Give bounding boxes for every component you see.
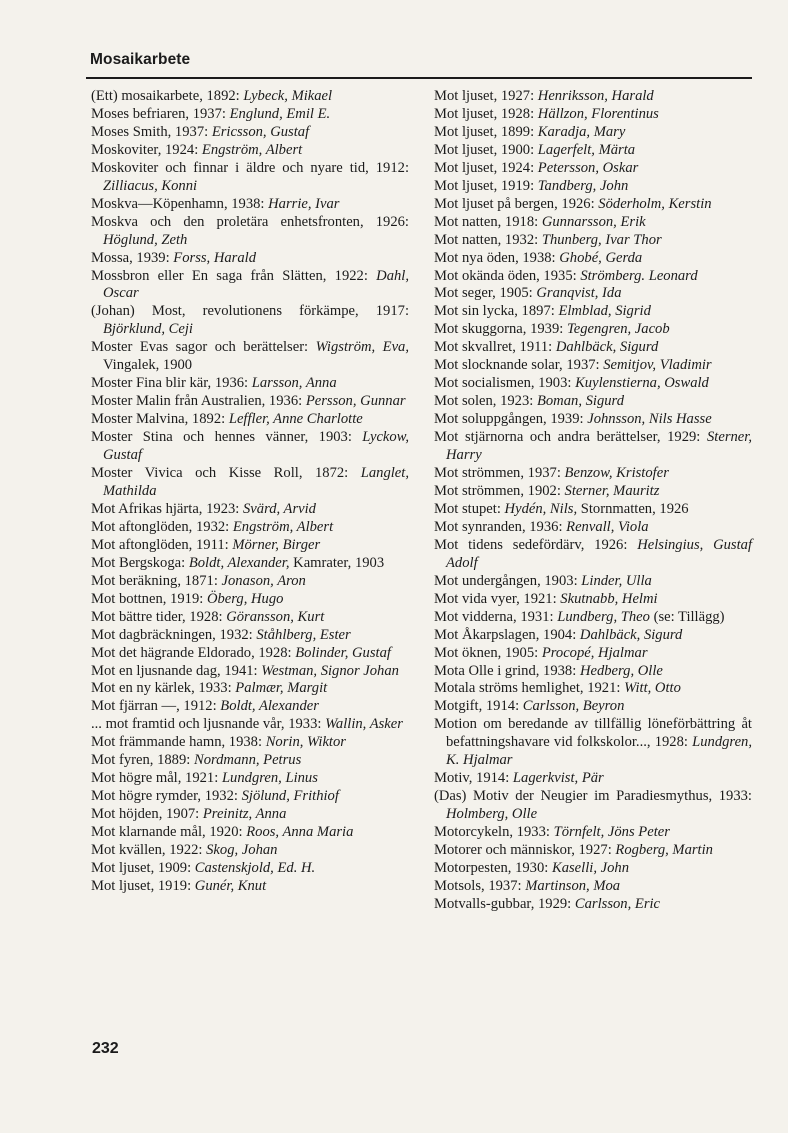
entry-author: Holmberg, Olle	[446, 806, 538, 823]
entry-title: Mot främmande hamn, 1938:	[91, 734, 266, 751]
entry-title: Mot synranden, 1936:	[434, 518, 567, 535]
entry-title: Moster Malin från Australien, 1936:	[91, 393, 306, 410]
entry-title: Mot ljuset, 1927:	[434, 88, 538, 104]
index-entry	[434, 285, 752, 303]
entry-title: Mot ljuset, 1928:	[434, 105, 538, 122]
entry-title: ... mot framtid och ljusnande vår, 1933:	[91, 716, 326, 733]
entry-author: Johnsson, Nils Hasse	[587, 411, 712, 428]
entry-title: Mot skvallret, 1911:	[434, 339, 556, 356]
entry-author: Tandberg, John	[537, 177, 629, 194]
index-entry	[434, 196, 752, 214]
entry-author: Roos, Anna Maria	[246, 824, 354, 841]
index-entry	[434, 645, 752, 663]
index-entry	[434, 357, 752, 375]
index-entry	[434, 429, 752, 465]
entry-author: Gunnarsson, Erik	[541, 213, 646, 230]
index-entry	[91, 214, 409, 250]
entry-title: Mot bättre tider, 1928:	[91, 608, 227, 625]
entry-author: Carlsson, Beyron	[522, 698, 625, 715]
index-entry	[434, 896, 752, 914]
index-entry	[91, 573, 409, 591]
entry-author: Lundberg, Theo	[557, 608, 650, 625]
index-entry	[91, 501, 409, 519]
entry-author: Skutnabb, Helmi	[560, 590, 658, 607]
entry-author: Englund, Emil E.	[229, 105, 331, 122]
entry-author: Sterner, Harry	[446, 429, 752, 464]
entry-title: Mot en ljusnande dag, 1941:	[91, 662, 262, 679]
entry-title: Mot slocknande solar, 1937:	[434, 357, 604, 374]
entry-author: Palmær, Margit	[235, 680, 328, 697]
index-entry	[434, 268, 752, 286]
entry-title: Mot aftonglöden, 1932:	[91, 518, 233, 535]
entry-author: Söderholm, Kerstin	[598, 195, 712, 212]
index-entry	[91, 250, 409, 268]
entry-author: Svärd, Arvid	[243, 500, 316, 517]
entry-extra: Vingalek, 1900	[103, 357, 193, 374]
entry-title: Motiv, 1914:	[434, 770, 513, 787]
index-entry	[434, 573, 752, 591]
index-entry	[91, 645, 409, 663]
index-entry	[91, 716, 409, 734]
index-entry	[434, 124, 752, 142]
entry-title: Motion om beredande av tillfällig löneförbättring åt befattningshavare vid folkskolor..., 1928:	[434, 716, 752, 751]
entry-title: Mot ljuset, 1899:	[434, 123, 538, 140]
entry-author: Leffler, Anne Charlotte	[228, 411, 363, 428]
entry-author: Ståhlberg, Ester	[256, 626, 351, 643]
entry-title: Mot skuggorna, 1939:	[434, 321, 567, 338]
entry-author: Martinson, Moa	[525, 877, 621, 894]
entry-author: Henriksson, Harald	[537, 88, 654, 104]
entry-author: Dahl, Oscar	[103, 267, 409, 302]
entry-author: Larsson, Anna	[251, 375, 337, 392]
index-entry	[91, 680, 409, 698]
index-entry	[91, 806, 409, 824]
entry-title: Motgift, 1914:	[434, 698, 523, 715]
index-entry	[434, 537, 752, 573]
entry-title: Mot natten, 1918:	[434, 213, 542, 230]
entry-title: Mot soluppgången, 1939:	[434, 411, 588, 428]
entry-title: Mot socialismen, 1903:	[434, 375, 576, 392]
entry-author: Semitjov, Vladimir	[603, 357, 712, 374]
entry-title: Motvalls-gubbar, 1929:	[434, 895, 575, 912]
entry-author: Kuylenstierna, Oswald	[575, 375, 709, 392]
index-entry	[91, 429, 409, 465]
entry-title: Mot fjärran —, 1912:	[91, 698, 221, 715]
entry-title: Mossbron eller En saga från Slätten, 1922:	[91, 267, 377, 284]
entry-title: Mot bottnen, 1919:	[91, 590, 207, 607]
index-entry	[434, 501, 752, 519]
index-entry	[91, 268, 409, 304]
entry-title: Mot ljuset, 1909:	[91, 859, 195, 876]
entry-author: Hedberg, Olle	[579, 662, 663, 679]
index-entry	[91, 842, 409, 860]
entry-author: Dahlbäck, Sigurd	[579, 626, 683, 643]
entry-title: Mot högre mål, 1921:	[91, 770, 222, 787]
entry-title: Motala ströms hemlighet, 1921:	[434, 680, 625, 697]
entry-author: Forss, Harald	[173, 249, 257, 266]
entry-author: Dahlbäck, Sigurd	[555, 339, 659, 356]
entry-title: Mot Åkarpslagen, 1904:	[434, 626, 580, 643]
entry-title: Mot undergången, 1903:	[434, 572, 582, 589]
entry-title: Moster Stina och hennes vänner, 1903:	[91, 429, 363, 446]
entry-author: Carlsson, Eric	[574, 895, 661, 912]
index-entry	[91, 878, 409, 896]
entry-author: Höglund, Zeth	[103, 231, 188, 248]
entry-title: Mot strömmen, 1937:	[434, 465, 565, 482]
index-entry	[434, 88, 752, 106]
right-column	[434, 88, 752, 914]
entry-author: Ericsson, Gustaf	[211, 123, 310, 140]
index-entry	[91, 519, 409, 537]
entry-author: Persson, Gunnar	[305, 393, 406, 410]
entry-author: Elmblad, Sigrid	[558, 303, 651, 320]
entry-title: Motorcykeln, 1933:	[434, 824, 554, 841]
entry-title: Mot vida vyer, 1921:	[434, 590, 561, 607]
entry-author: Witt, Otto	[624, 680, 681, 697]
entry-title: Moster Fina blir kär, 1936:	[91, 375, 252, 392]
entry-title: Motorpesten, 1930:	[434, 859, 552, 876]
entry-author: Lyckow, Gustaf	[103, 429, 409, 464]
entry-title: Mossa, 1939:	[91, 249, 174, 266]
entry-author: Renvall, Viola	[566, 518, 649, 535]
entry-title: Mot tidens sedefördärv, 1926:	[434, 536, 638, 553]
index-entry	[91, 142, 409, 160]
index-entry	[434, 663, 752, 681]
index-entry	[434, 716, 752, 770]
entry-title: Moskva och den proletära enhetsfronten, 1926:	[91, 213, 409, 230]
index-entry	[91, 160, 409, 196]
entry-author: Zilliacus, Konni	[103, 177, 198, 194]
entry-author: Törnfelt, Jöns Peter	[553, 824, 670, 841]
index-entry	[434, 824, 752, 842]
entry-author: Harrie, Ivar	[268, 195, 340, 212]
entry-author: Björklund, Ceji	[103, 321, 193, 338]
index-entry	[91, 411, 409, 429]
entry-author: Öberg, Hugo	[206, 590, 284, 607]
entry-author: Lagerfelt, Märta	[537, 141, 636, 158]
index-entry	[91, 788, 409, 806]
page-header-title: Mosaikarbete	[90, 51, 191, 68]
entry-title: Mot okända öden, 1935:	[434, 267, 581, 284]
entry-title: Mot ljuset på bergen, 1926:	[434, 195, 599, 212]
index-entry	[91, 734, 409, 752]
index-entry	[91, 124, 409, 142]
entry-title: Motsols, 1937:	[434, 877, 526, 894]
index-entry	[91, 591, 409, 609]
entry-title: Moses befriaren, 1937:	[91, 105, 230, 122]
index-entry	[434, 627, 752, 645]
index-entry	[434, 339, 752, 357]
entry-author: Wigström, Eva,	[315, 339, 409, 356]
left-column	[91, 88, 409, 896]
entry-title: Mot öknen, 1905:	[434, 644, 542, 661]
index-entry	[434, 393, 752, 411]
entry-title: Mot solen, 1923:	[434, 393, 537, 410]
index-entry	[91, 860, 409, 878]
index-entry	[434, 411, 752, 429]
index-entry	[91, 824, 409, 842]
entry-author: Rogberg, Martin	[615, 842, 713, 859]
entry-author: Westman, Signor Johan	[261, 662, 399, 679]
entry-title: Mota Olle i grind, 1938:	[434, 662, 580, 679]
entry-author: Wallin, Asker	[325, 716, 403, 733]
index-entry	[434, 860, 752, 878]
entry-extra: Stornmatten, 1926	[577, 500, 689, 517]
entry-author: Helsingius, Gustaf Adolf	[446, 536, 752, 571]
index-entry	[434, 770, 752, 788]
index-entry	[91, 88, 409, 106]
entry-author: Lybeck, Mikael	[243, 88, 333, 104]
entry-author: Bolinder, Gustaf	[295, 644, 391, 661]
entry-title: Mot höjden, 1907:	[91, 806, 203, 823]
header-rule	[86, 77, 752, 79]
entry-title: Moster Vivica och Kisse Roll, 1872:	[91, 465, 361, 482]
entry-title: Mot dagbräckningen, 1932:	[91, 626, 257, 643]
entry-title: Mot seger, 1905:	[434, 285, 537, 302]
index-entry	[91, 465, 409, 501]
entry-author: Boldt, Alexander	[220, 698, 319, 715]
entry-author: Granqvist, Ida	[536, 285, 622, 302]
index-entry	[91, 555, 409, 573]
entry-extra: (se: Tillägg)	[649, 608, 725, 625]
index-entry	[434, 214, 752, 232]
entry-title: Mot natten, 1932:	[434, 231, 542, 248]
index-entry	[91, 770, 409, 788]
index-entry	[91, 663, 409, 681]
entry-author: Göransson, Kurt	[226, 608, 325, 625]
entry-title: Mot strömmen, 1902:	[434, 482, 565, 499]
entry-author: Sterner, Mauritz	[564, 482, 660, 499]
entry-author: Procopé, Hjalmar	[541, 644, 648, 661]
entry-author: Castenskjold, Ed. H.	[194, 859, 316, 876]
index-entry	[434, 609, 752, 627]
entry-title: Moster Evas sagor och berättelser:	[91, 339, 316, 356]
entry-title: Moster Malvina, 1892:	[91, 411, 229, 428]
index-entry	[91, 339, 409, 375]
entry-title: Mot kvällen, 1922:	[91, 842, 207, 859]
entry-author: Petersson, Oskar	[537, 159, 639, 176]
entry-author: Sjölund, Frithiof	[241, 788, 339, 805]
index-entry	[434, 232, 752, 250]
entry-author: Boldt, Alexander,	[188, 554, 290, 571]
index-entry	[434, 788, 752, 824]
entry-extra: Kamrater, 1903	[289, 554, 385, 571]
index-entry	[434, 698, 752, 716]
entry-title: Mot ljuset, 1919:	[91, 877, 195, 894]
index-entry	[434, 142, 752, 160]
index-entry	[434, 375, 752, 393]
index-entry	[434, 680, 752, 698]
index-entry	[91, 627, 409, 645]
entry-title: Moskoviter och finnar i äldre och nyare tid, 1912:	[91, 159, 409, 176]
entry-title: Mot högre rymder, 1932:	[91, 788, 242, 805]
entry-title: Mot stupet:	[434, 500, 505, 517]
entry-title: Mot aftonglöden, 1911:	[91, 536, 233, 553]
entry-title: Mot det hägrande Eldorado, 1928:	[91, 644, 296, 661]
entry-title: Mot ljuset, 1919:	[434, 177, 538, 194]
index-entry	[91, 698, 409, 716]
entry-author: Preinitz, Anna	[202, 806, 287, 823]
entry-author: Tegengren, Jacob	[566, 321, 670, 338]
entry-title: Motorer och människor, 1927:	[434, 842, 616, 859]
entry-author: Lundgren, Linus	[221, 770, 318, 787]
entry-title: Mot klarnande mål, 1920:	[91, 824, 247, 841]
entry-title: Moses Smith, 1937:	[91, 123, 212, 140]
entry-author: Hydén, Nils,	[504, 500, 578, 517]
index-entry	[91, 609, 409, 627]
entry-title: (Ett) mosaikarbete, 1892:	[91, 88, 244, 104]
page-number: 232	[92, 1040, 119, 1057]
entry-title: Mot sin lycka, 1897:	[434, 303, 559, 320]
entry-author: Boman, Sigurd	[536, 393, 624, 410]
entry-author: Karadja, Mary	[537, 123, 626, 140]
index-entry	[434, 321, 752, 339]
index-entry	[434, 106, 752, 124]
entry-author: Nordmann, Petrus	[193, 752, 302, 769]
entry-author: Norin, Wiktor	[265, 734, 346, 751]
index-entry	[91, 375, 409, 393]
entry-author: Engström, Albert	[232, 518, 334, 535]
entry-author: Lagerkvist, Pär	[512, 770, 604, 787]
entry-author: Mörner, Birger	[232, 536, 321, 553]
entry-title: Mot vidderna, 1931:	[434, 608, 558, 625]
entry-author: Hällzon, Florentinus	[537, 105, 659, 122]
index-entry	[91, 106, 409, 124]
index-entry	[434, 483, 752, 501]
entry-author: Gunér, Knut	[194, 877, 267, 894]
entry-author: Benzow, Kristofer	[564, 465, 669, 482]
index-entry	[434, 591, 752, 609]
index-entry	[91, 752, 409, 770]
entry-title: Mot Bergskoga:	[91, 554, 189, 571]
index-entry	[434, 878, 752, 896]
entry-title: (Das) Motiv der Neugier im Paradiesmythus, 1933:	[434, 788, 752, 805]
entry-author: Ghobé, Gerda	[559, 249, 643, 266]
entry-author: Engström, Albert	[201, 141, 303, 158]
entry-title: Mot Afrikas hjärta, 1923:	[91, 500, 243, 517]
index-entry	[434, 250, 752, 268]
entry-title: Mot fyren, 1889:	[91, 752, 194, 769]
entry-author: Kaselli, John	[551, 859, 629, 876]
index-entry	[434, 303, 752, 321]
entry-author: Langlet, Mathilda	[103, 465, 409, 499]
index-entry	[434, 465, 752, 483]
entry-title: Mot en ny kärlek, 1933:	[91, 680, 236, 697]
entry-title: (Johan) Most, revolutionens förkämpe, 1917:	[91, 303, 409, 320]
entry-title: Mot nya öden, 1938:	[434, 249, 560, 266]
entry-title: Mot ljuset, 1900:	[434, 141, 538, 158]
entry-title: Moskoviter, 1924:	[91, 141, 202, 158]
entry-title: Moskva—Köpenhamn, 1938:	[91, 195, 269, 212]
index-entry	[91, 393, 409, 411]
index-entry	[434, 842, 752, 860]
index-entry	[434, 519, 752, 537]
entry-author: Skog, Johan	[206, 842, 278, 859]
entry-author: Jonason, Aron	[221, 572, 306, 589]
index-entry	[91, 303, 409, 339]
index-entry	[434, 178, 752, 196]
entry-author: Thunberg, Ivar Thor	[541, 231, 662, 248]
entry-author: Linder, Ulla	[581, 572, 652, 589]
entry-title: Mot beräkning, 1871:	[91, 572, 222, 589]
index-entry	[434, 160, 752, 178]
entry-author: Lundgren, K. Hjalmar	[446, 734, 752, 769]
entry-author: Strömberg. Leonard	[580, 267, 698, 284]
index-entry	[91, 196, 409, 214]
entry-title: Mot ljuset, 1924:	[434, 159, 538, 176]
entry-title: Mot stjärnorna och andra berättelser, 1929:	[434, 429, 707, 446]
index-entry	[91, 537, 409, 555]
